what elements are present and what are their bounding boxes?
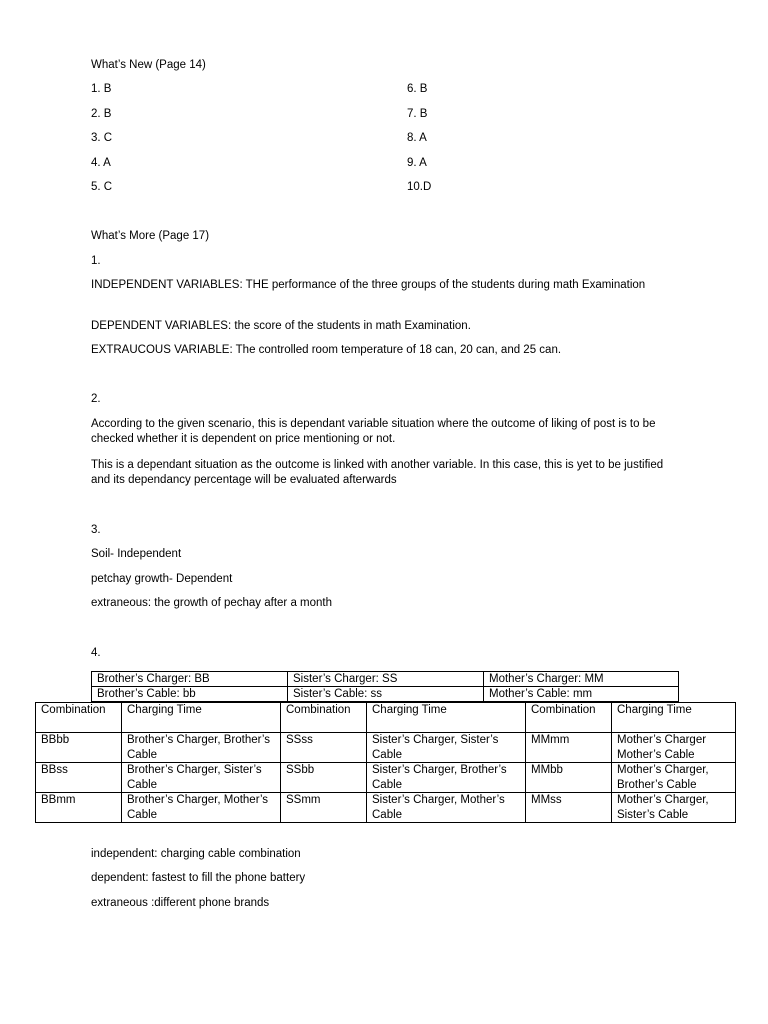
- table-cell: MMbb: [526, 763, 612, 793]
- answer-1: 1. B: [91, 83, 112, 95]
- table-header-row: [36, 703, 736, 733]
- answer-6: 6. B: [407, 83, 428, 95]
- q3-line-3: extraneous: the growth of pechay after a month: [91, 597, 333, 609]
- table-cell: BBmm: [36, 793, 122, 823]
- legend-cell: Brother’s Charger: BB: [92, 672, 288, 687]
- q1-number: 1.: [91, 255, 101, 267]
- table-row: [92, 687, 679, 702]
- q2-number: 2.: [91, 393, 101, 405]
- column-header: Charging Time: [367, 703, 526, 733]
- table-cell: BBbb: [36, 733, 122, 763]
- answer-9: 9. A: [407, 157, 427, 169]
- q3-line-2: petchay growth- Dependent: [91, 573, 233, 585]
- whats-new-heading: What’s New (Page 14): [91, 59, 206, 71]
- column-header: Charging Time: [612, 703, 736, 733]
- combination-table: [35, 702, 736, 823]
- q1-independent: INDEPENDENT VARIABLES: THE performance of the three groups of the students during math Examination: [91, 279, 646, 291]
- legend-cell: Mother’s Cable: mm: [484, 687, 679, 702]
- charger-legend-table: [91, 671, 679, 702]
- answer-5: 5. C: [91, 181, 113, 193]
- answer-3: 3. C: [91, 132, 113, 144]
- table-row: [36, 763, 736, 793]
- table-cell: SSbb: [281, 763, 367, 793]
- table-cell: Mother’s Charger, Sister’s Cable: [612, 793, 736, 823]
- whats-more-heading: What’s More (Page 17): [91, 230, 210, 242]
- table-cell: Brother’s Charger, Mother’s Cable: [122, 793, 281, 823]
- table-cell: SSmm: [281, 793, 367, 823]
- answer-8: 8. A: [407, 132, 427, 144]
- q4-number: 4.: [91, 647, 101, 659]
- q3-number: 3.: [91, 524, 101, 536]
- table-cell: Mother’s Charger, Brother’s Cable: [612, 763, 736, 793]
- q3-line-1: Soil- Independent: [91, 548, 182, 560]
- table-cell: Sister’s Charger, Sister’s Cable: [367, 733, 526, 763]
- table-row: [36, 733, 736, 763]
- q4-line-3: extraneous :different phone brands: [91, 897, 270, 909]
- answer-2: 2. B: [91, 108, 112, 120]
- q2-paragraph-2: This is a dependant situation as the outcome is linked with another variable. In this case, this is yet to be justified and its dependancy percentage will be evaluated afterwards: [91, 459, 664, 486]
- answer-7: 7. B: [407, 108, 428, 120]
- table-cell: Sister’s Charger, Mother’s Cable: [367, 793, 526, 823]
- table-cell: Brother’s Charger, Brother’s Cable: [122, 733, 281, 763]
- table-row: [92, 672, 679, 687]
- table-cell: Sister’s Charger, Brother’s Cable: [367, 763, 526, 793]
- table-cell: MMss: [526, 793, 612, 823]
- answer-4: 4. A: [91, 157, 111, 169]
- table-cell: Brother’s Charger, Sister’s Cable: [122, 763, 281, 793]
- column-header: Combination: [281, 703, 367, 733]
- column-header: Charging Time: [122, 703, 281, 733]
- column-header: Combination: [526, 703, 612, 733]
- table-cell: Mother’s Charger Mother’s Cable: [612, 733, 736, 763]
- q2-paragraph-1: According to the given scenario, this is dependant variable situation where the outcome of liking of post is to be checked whether it is dependent on price mentioning or not.: [91, 418, 656, 445]
- answer-10: 10.D: [407, 181, 432, 193]
- legend-cell: Brother’s Cable: bb: [92, 687, 288, 702]
- column-header: Combination: [36, 703, 122, 733]
- q4-line-2: dependent: fastest to fill the phone battery: [91, 872, 306, 884]
- table-row: [36, 793, 736, 823]
- q1-dependent: DEPENDENT VARIABLES: the score of the students in math Examination.: [91, 320, 471, 332]
- legend-cell: Sister’s Charger: SS: [288, 672, 484, 687]
- q1-extraneous: EXTRAUCOUS VARIABLE: The controlled room temperature of 18 can, 20 can, and 25 can.: [91, 344, 562, 356]
- table-cell: BBss: [36, 763, 122, 793]
- table-cell: MMmm: [526, 733, 612, 763]
- legend-cell: Sister’s Cable: ss: [288, 687, 484, 702]
- table-cell: SSss: [281, 733, 367, 763]
- legend-cell: Mother’s Charger: MM: [484, 672, 679, 687]
- q4-line-1: independent: charging cable combination: [91, 848, 301, 860]
